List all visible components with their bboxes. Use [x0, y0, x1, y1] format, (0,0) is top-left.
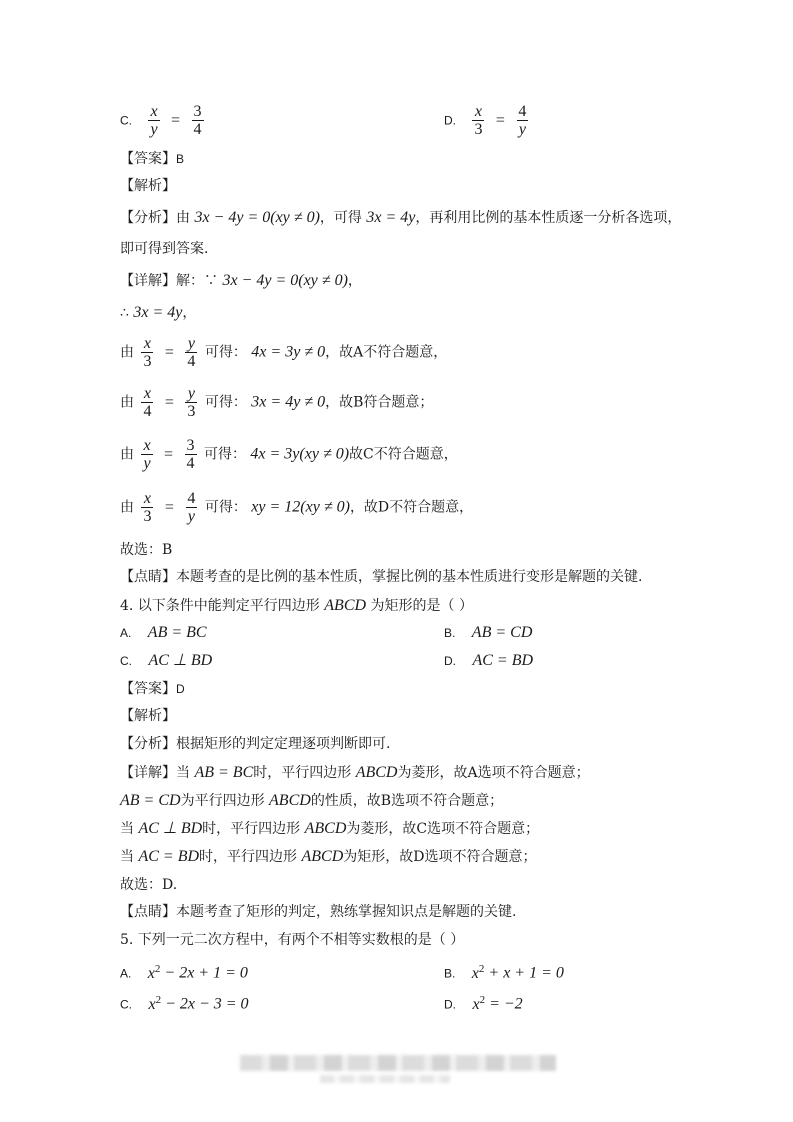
- q3-fenxi-line2: 即可得到答案.: [120, 241, 209, 257]
- fraction: $\frac{4}{y}$: [518, 103, 527, 138]
- fraction: $\frac{x}{y}$: [143, 437, 151, 472]
- q4-fenxi: 【分析】根据矩形的判定定理逐项判断即可.: [120, 736, 391, 752]
- q3-dianjing: 【点睛】本题考查的是比例的基本性质，掌握比例的基本性质进行变形是解题的关键.: [120, 569, 643, 585]
- equation: 3x = 4y: [133, 304, 183, 321]
- q5-option-c: C. $x^2 - 2x - 3 = 0$: [120, 994, 249, 1013]
- q3-analysis-tag: 【解析】: [120, 178, 176, 194]
- equation: 4x = 3y(xy ≠ 0): [250, 445, 350, 463]
- option-label: D.: [444, 113, 456, 128]
- q4-detail-4: 当 AC = BD时，平行四边形 ABCD为矩形，故D选项不符合题意；: [120, 848, 537, 865]
- equation: 3x = 4y ≠ 0: [251, 393, 326, 411]
- q3-therefore: ∴ 3x = 4y，: [120, 304, 197, 321]
- q4-option-c: C. AC ⊥ BD: [120, 652, 213, 669]
- q3-detail-row-c: 由 $\frac{x}{y}$ = $\frac{3}{4}$ 可得： 4x = 3y(xy ≠ 0)故C不符合题意，: [120, 437, 458, 472]
- q3-answer: [120, 148, 184, 170]
- fraction: $\frac{y}{3}$: [187, 385, 196, 420]
- q5-option-a: A. $x^2 - 2x + 1 = 0$: [120, 963, 248, 982]
- equation: 4x = 3y ≠ 0: [251, 343, 326, 361]
- q4-option-d: D. AC = BD: [444, 652, 534, 669]
- fraction: $\frac{y}{4}$: [187, 335, 196, 370]
- fraction: $\frac{x}{3}$: [143, 490, 152, 525]
- answer-value: B: [176, 152, 185, 166]
- q4-analysis-tag: 【解析】: [120, 708, 176, 724]
- fraction: $\frac{x}{4}$: [143, 385, 152, 420]
- fraction: $\frac{x}{3}$: [143, 335, 152, 370]
- q5-option-b: B. $x^2 + x + 1 = 0$: [444, 963, 564, 982]
- fraction: $\frac{4}{y}$: [187, 490, 196, 525]
- equation: 3x = 4y: [366, 209, 416, 226]
- q3-detail-row-d: 由 $\frac{x}{3}$ = $\frac{4}{y}$ 可得： xy = 12(xy ≠ 0)，故D不符合题意，: [120, 490, 474, 525]
- blurred-footer-watermark: [240, 1055, 556, 1071]
- fraction: $\frac{x}{3}$: [474, 103, 483, 138]
- equation: 3x − 4y = 0(xy ≠ 0): [222, 272, 348, 289]
- blurred-footer-watermark-line2: [320, 1075, 450, 1083]
- fraction: $\frac{3}{4}$: [193, 103, 202, 138]
- q3-option-d: D. $\frac{x}{3}$ = $\frac{4}{y}$: [444, 103, 527, 138]
- q3-option-c: C. $\frac{x}{y}$ = $\frac{3}{4}$: [120, 103, 202, 138]
- q3-fenxi: 【分析】由 3x − 4y = 0(xy ≠ 0)，可得 3x = 4y，再利用比例的基本性质逐一分析各选项，: [120, 209, 682, 226]
- q3-detail-row-b: 由 $\frac{x}{4}$ = $\frac{y}{3}$ 可得： 3x = 4y ≠ 0，故B符合题意；: [120, 385, 434, 420]
- q3-choose: 故选：B: [120, 542, 173, 558]
- q4-option-b: B. AB = CD: [444, 624, 533, 641]
- q4-stem: 4. 以下条件中能判定平行四边形 ABCD 为矩形的是（ ）: [120, 597, 473, 614]
- answer-tag: 【答案】: [120, 151, 176, 167]
- q4-detail-3: 当 AC ⊥ BD时，平行四边形 ABCD为菱形，故C选项不符合题意；: [120, 820, 540, 837]
- equation: 3x − 4y = 0(xy ≠ 0): [194, 209, 320, 226]
- q3-detail-row-a: 由 $\frac{x}{3}$ = $\frac{y}{4}$ 可得： 4x = 3y ≠ 0，故A不符合题意，: [120, 335, 448, 370]
- equation: xy = 12(xy ≠ 0): [251, 498, 350, 516]
- fraction: $\frac{x}{y}$: [150, 103, 158, 138]
- option-label: C.: [120, 113, 132, 128]
- q4-detail-1: 【详解】当 AB = BC时，平行四边形 ABCD为菱形，故A选项不符合题意；: [120, 764, 590, 781]
- q4-choose: 故选：D.: [120, 877, 178, 893]
- q4-detail-2: AB = CD为平行四边形 ABCD的性质，故B选项不符合题意；: [120, 792, 504, 809]
- q5-stem: 5. 下列一元二次方程中，有两个不相等实数根的是（ ）: [120, 932, 465, 948]
- q3-detail: 【详解】解：∵ 3x − 4y = 0(xy ≠ 0)，: [120, 272, 362, 289]
- q5-option-d: D. $x^2 = -2$: [444, 994, 523, 1013]
- q4-dianjing: 【点睛】本题考查了矩形的判定，熟练掌握知识点是解题的关键.: [120, 904, 517, 920]
- fraction: $\frac{3}{4}$: [186, 437, 195, 472]
- q4-answer: 【答案】D: [120, 681, 185, 697]
- q4-option-a: A. AB = BC: [120, 624, 207, 641]
